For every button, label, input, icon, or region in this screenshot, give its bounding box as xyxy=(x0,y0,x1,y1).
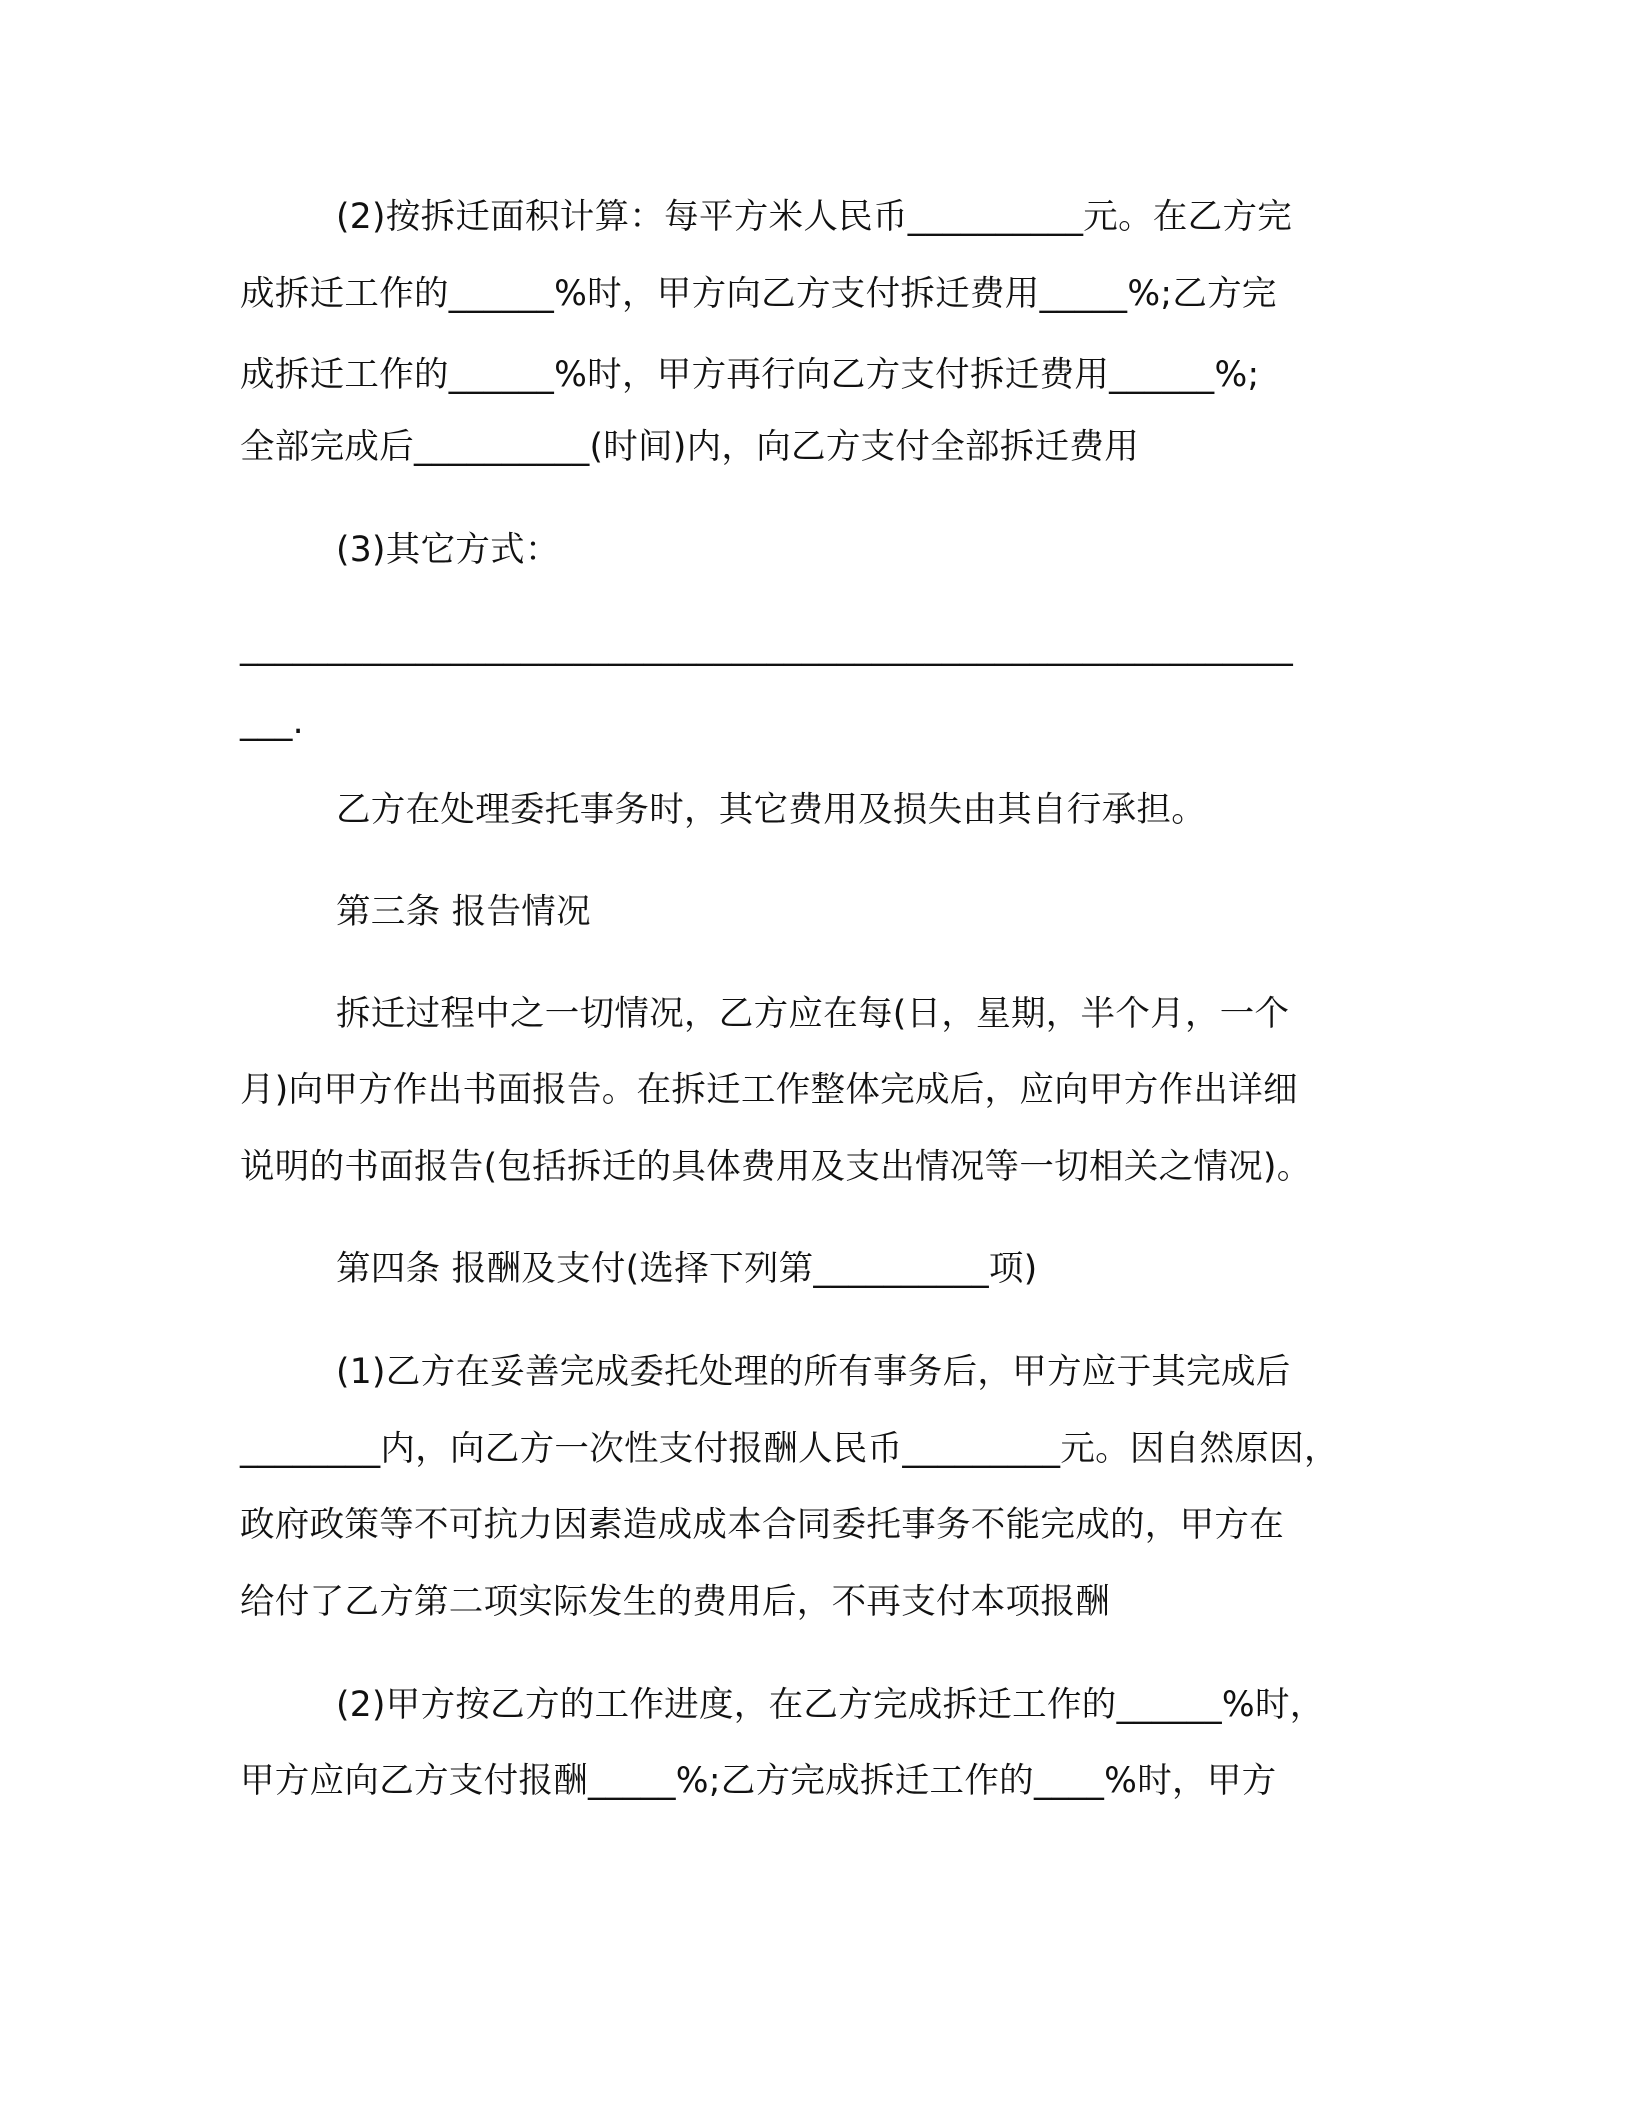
blank-fill-line-2: ___. xyxy=(240,702,304,742)
paragraph-report-line-2: 月)向甲方作出书面报告。在拆迁工作整体完成后，应向甲方作出详细 xyxy=(240,1070,1298,1110)
blank-fill-line-1: ____________________________________________________________ xyxy=(240,627,1293,667)
paragraph-remuneration-1-line-3: 政府政策等不可抗力因素造成成本合同委托事务不能完成的，甲方在 xyxy=(240,1505,1284,1545)
paragraph-remuneration-2-line-1: (2)甲方按乙方的工作进度，在乙方完成拆迁工作的______%时， xyxy=(336,1685,1325,1725)
paragraph-area-payment-line-4: 全部完成后__________(时间)内，向乙方支付全部拆迁费用 xyxy=(240,427,1140,467)
paragraph-remuneration-1-line-4: 给付了乙方第二项实际发生的费用后，不再支付本项报酬 xyxy=(240,1582,1110,1622)
paragraph-area-payment-line-2: 成拆迁工作的______%时，甲方向乙方支付拆迁费用_____%;乙方完 xyxy=(240,274,1277,314)
paragraph-remuneration-1-line-1: (1)乙方在妥善完成委托处理的所有事务后，甲方应于其完成后 xyxy=(336,1352,1291,1392)
paragraph-other-method: (3)其它方式： xyxy=(336,530,560,570)
article-four-heading: 第四条 报酬及支付(选择下列第__________项) xyxy=(336,1249,1038,1289)
paragraph-area-payment-line-3: 成拆迁工作的______%时，甲方再行向乙方支付拆迁费用______%; xyxy=(240,355,1260,395)
paragraph-remuneration-2-line-2: 甲方应向乙方支付报酬_____%;乙方完成拆迁工作的____%时，甲方 xyxy=(240,1761,1277,1801)
paragraph-report-line-1: 拆迁过程中之一切情况，乙方应在每(日，星期，半个月，一个 xyxy=(336,994,1290,1034)
paragraph-other-costs: 乙方在处理委托事务时，其它费用及损失由其自行承担。 xyxy=(336,790,1206,830)
paragraph-report-line-3: 说明的书面报告(包括拆迁的具体费用及支出情况等一切相关之情况)。 xyxy=(240,1147,1312,1187)
article-three-heading: 第三条 报告情况 xyxy=(336,892,591,932)
paragraph-remuneration-1-line-2: ________内，向乙方一次性支付报酬人民币_________元。因自然原因， xyxy=(240,1429,1339,1469)
paragraph-area-payment-line-1: (2)按拆迁面积计算：每平方米人民币__________元。在乙方完 xyxy=(336,197,1293,237)
